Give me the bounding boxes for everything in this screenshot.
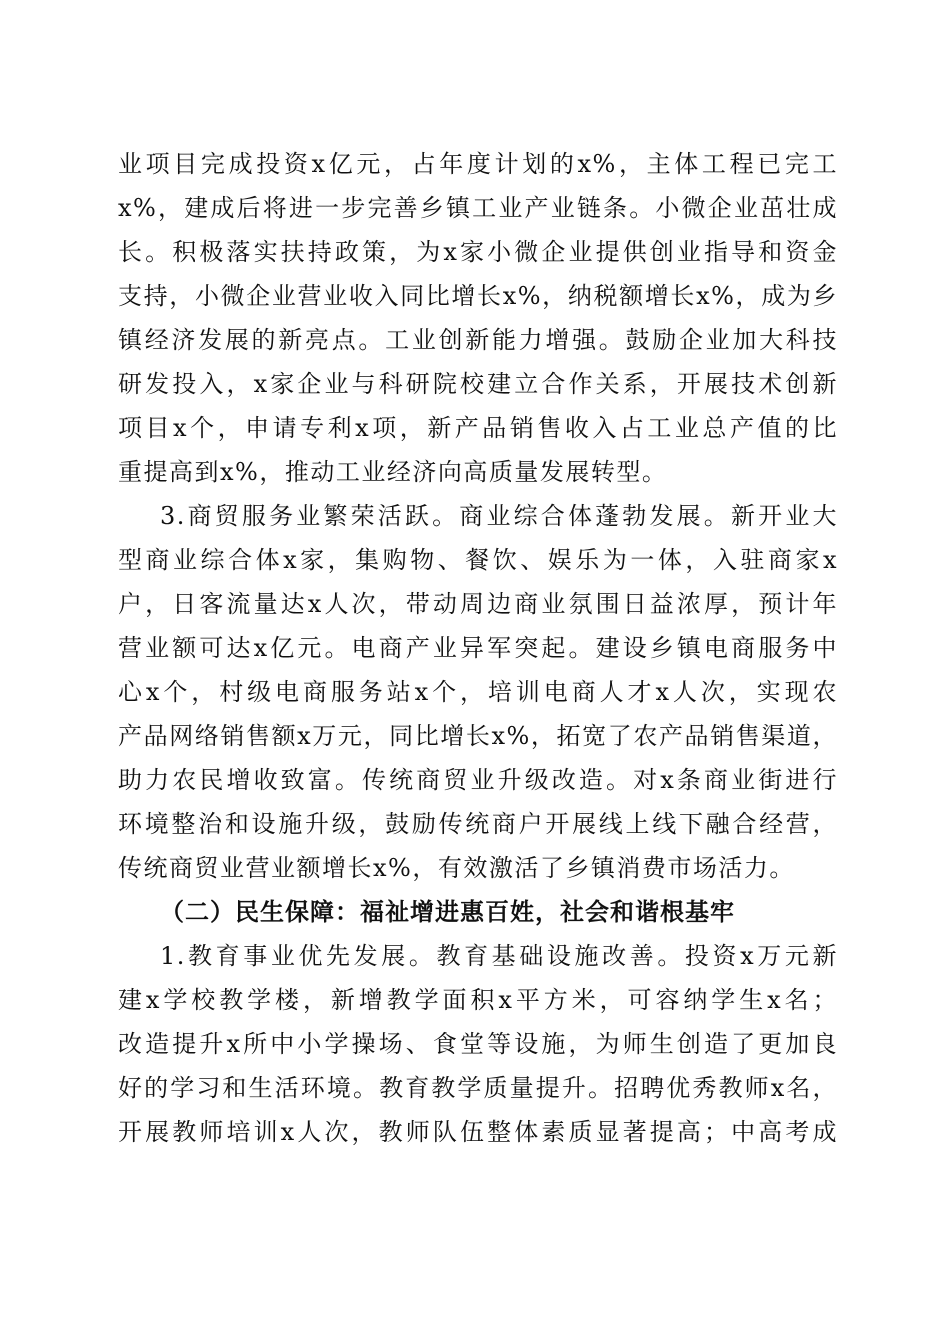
text-line: 环境整治和设施升级，鼓励传统商户开展线上线下融合经营， [118, 810, 838, 838]
text-line: 开展教师培训x人次，教师队伍整体素质显著提高；中高考成 [118, 1118, 838, 1146]
text-line: 长。积极落实扶持政策，为x家小微企业提供创业指导和资金 [118, 238, 838, 266]
text-line: 好的学习和生活环境。教育教学质量提升。招聘优秀教师x名， [118, 1074, 838, 1102]
body-text [118, 142, 838, 1154]
text-line: 心x个，村级电商服务站x个，培训电商人才x人次，实现农 [118, 678, 838, 706]
text-line: 支持，小微企业营业收入同比增长x%，纳税额增长x%，成为乡 [118, 282, 838, 310]
text-line: 研发投入，x家企业与科研院校建立合作关系，开展技术创新 [118, 370, 838, 398]
section-heading: （二）民生保障：福祉增进惠百姓，社会和谐根基牢 [160, 897, 735, 926]
text-line: 建x学校教学楼，新增教学面积x平方米，可容纳学生x名； [118, 986, 838, 1014]
paragraph-start-line: 1.教育事业优先发展。教育基础设施改善。投资x万元新 [160, 942, 838, 970]
text-line: 项目x个，申请专利x项，新产品销售收入占工业总产值的比 [118, 414, 838, 442]
text-line: 型商业综合体x家，集购物、餐饮、娱乐为一体，入驻商家x [118, 546, 838, 574]
text-line: 产品网络销售额x万元，同比增长x%，拓宽了农产品销售渠道， [118, 722, 838, 750]
text-line: 镇经济发展的新亮点。工业创新能力增强。鼓励企业加大科技 [118, 326, 838, 354]
text-line: x%，建成后将进一步完善乡镇工业产业链条。小微企业茁壮成 [118, 194, 838, 222]
text-line: 改造提升x所中小学操场、食堂等设施，为师生创造了更加良 [118, 1030, 838, 1058]
text-line: 户，日客流量达x人次，带动周边商业氛围日益浓厚，预计年 [118, 590, 838, 618]
text-line: 传统商贸业营业额增长x%，有效激活了乡镇消费市场活力。 [118, 854, 795, 882]
text-line: 业项目完成投资x亿元，占年度计划的x%，主体工程已完工 [118, 150, 838, 178]
text-line: 重提高到x%，推动工业经济向高质量发展转型。 [118, 458, 668, 486]
paragraph-start-line: 3.商贸服务业繁荣活跃。商业综合体蓬勃发展。新开业大 [160, 502, 838, 530]
text-line: 助力农民增收致富。传统商贸业升级改造。对x条商业街进行 [118, 766, 838, 794]
text-line: 营业额可达x亿元。电商产业异军突起。建设乡镇电商服务中 [118, 634, 838, 662]
